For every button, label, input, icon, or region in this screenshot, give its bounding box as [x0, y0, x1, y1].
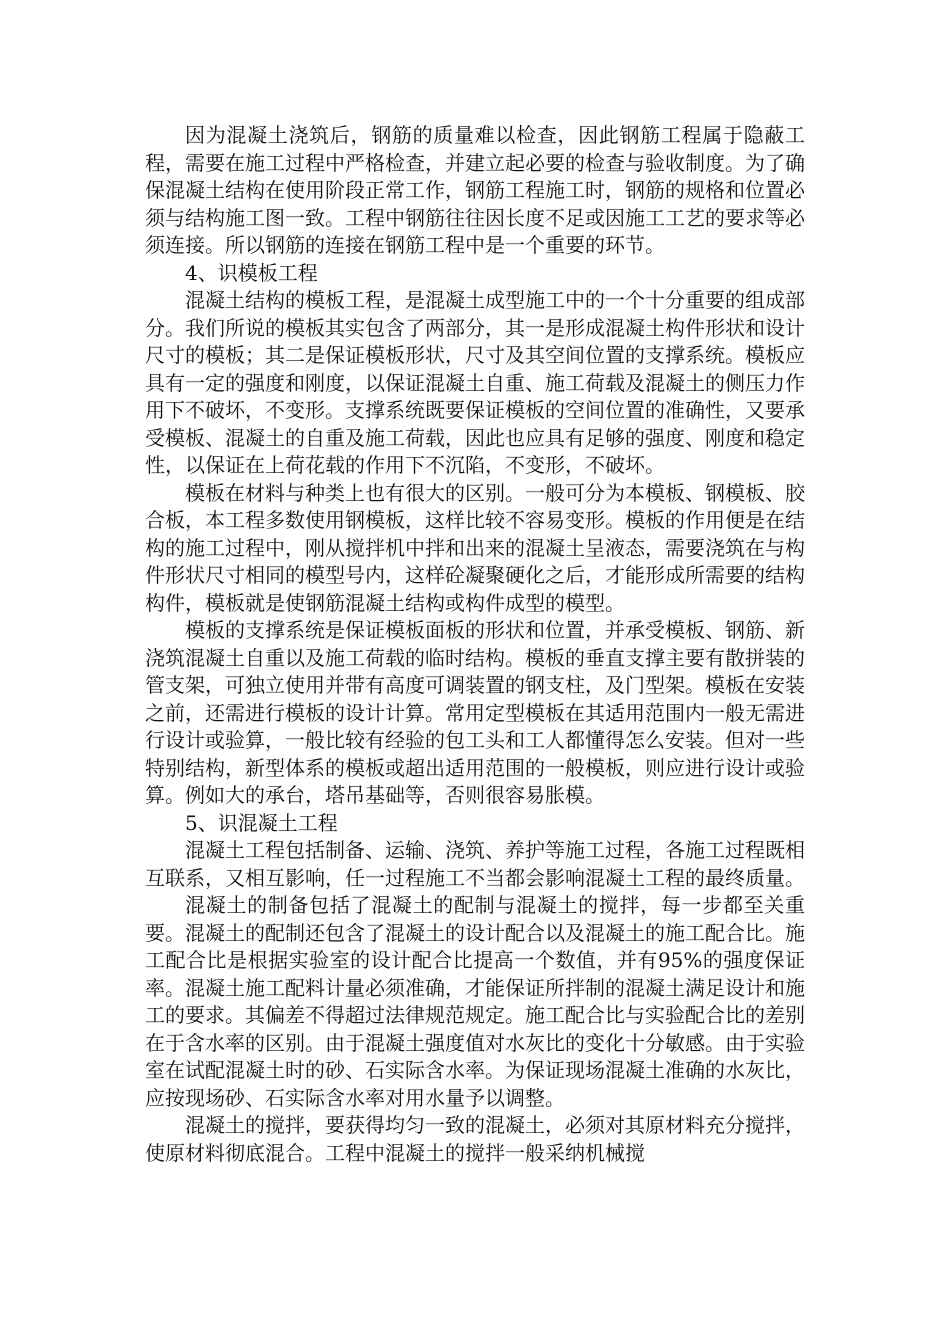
document-body: [145, 122, 805, 1167]
paragraph-formwork-support: 模板的支撑系统是保证模板面板的形状和位置，并承受模板、钢筋、新浇筑混凝土自重以及施工荷载的临时结构。模板的垂直支撑主要有散拼装的管支架，可独立使用并带有高度可调装置的钢支柱，及门型架。模板在安装之前，还需进行模板的设计计算。常用定型模板在其适用范围内一般无需进行设计或验算，一般比较有经验的包工头和工人都懂得怎么安装。但对一些特别结构，新型体系的模板或超出适用范围的一般模板，则应进行设计或验算。例如大的承台，塔吊基础等，否则很容易胀模。: [145, 618, 805, 807]
heading-concrete: 5、识混凝土工程: [185, 810, 338, 835]
paragraph-concrete-mix: 混凝土的制备包括了混凝土的配制与混凝土的搅拌，每一步都至关重要。混凝土的配制还包含了混凝土的设计配合以及混凝土的施工配合比。施工配合比是根据实验室的设计配合比提高一个数值，并有95%的强度保证率。混凝土施工配料计量必须准确，才能保证所拌制的混凝土满足设计和施工的要求。其偏差不得超过法律规范规定。施工配合比与实验配合比的差别在于含水率的区别。由于混凝土强度值对水灰比的变化十分敏感。由于实验室在试配混凝土时的砂、石实际含水率。为保证现场混凝土准确的水灰比，应按现场砂、石实际含水率对用水量予以调整。: [145, 893, 805, 1110]
heading-formwork: 4、识模板工程: [185, 260, 318, 285]
paragraph-rebar-inspection: 因为混凝土浇筑后，钢筋的质量难以检查，因此钢筋工程属于隐蔽工程，需要在施工过程中严格检查，并建立起必要的检查与验收制度。为了确保混凝土结构在使用阶段正常工作，钢筋工程施工时，钢筋的规格和位置必须与结构施工图一致。工程中钢筋往往因长度不足或因施工工艺的要求等必须连接。所以钢筋的连接在钢筋工程中是一个重要的环节。: [145, 123, 805, 257]
paragraph-formwork-overview: 混凝土结构的模板工程，是混凝土成型施工中的一个十分重要的组成部分。我们所说的模板其实包含了两部分，其一是形成混凝土构件形状和设计尺寸的模板；其二是保证模板形状，尺寸及其空间位置的支撑系统。模板应具有一定的强度和刚度，以保证混凝土自重、施工荷载及混凝土的侧压力作用下不破坏，不变形。支撑系统既要保证模板的空间位置的准确性，又要承受模板、混凝土的自重及施工荷载，因此也应具有足够的强度、刚度和稳定性，以保证在上荷花载的作用下不沉陷，不变形，不破坏。: [145, 288, 805, 477]
paragraph-formwork-materials: 模板在材料与种类上也有很大的区别。一般可分为本模板、钢模板、胶合板，本工程多数使用钢模板，这样比较不容易变形。模板的作用便是在结构的施工过程中，刚从搅拌机中拌和出来的混凝土呈液态，需要浇筑在与构件形状尺寸相同的模型号内，这样砼凝聚硬化之后，才能形成所需要的结构构件，模板就是使钢筋混凝土结构或构件成型的模型。: [145, 480, 805, 615]
paragraph-concrete-mixing: 混凝土的搅拌，要获得均匀一致的混凝土，必须对其原材料充分搅拌，使原材料彻底混合。工程中混凝土的搅拌一般采纳机械搅: [145, 1113, 805, 1165]
paragraph-concrete-process: 混凝土工程包括制备、运输、浇筑、养护等施工过程，各施工过程既相互联系，又相互影响，任一过程施工不当都会影响混凝土工程的最终质量。: [145, 838, 805, 890]
